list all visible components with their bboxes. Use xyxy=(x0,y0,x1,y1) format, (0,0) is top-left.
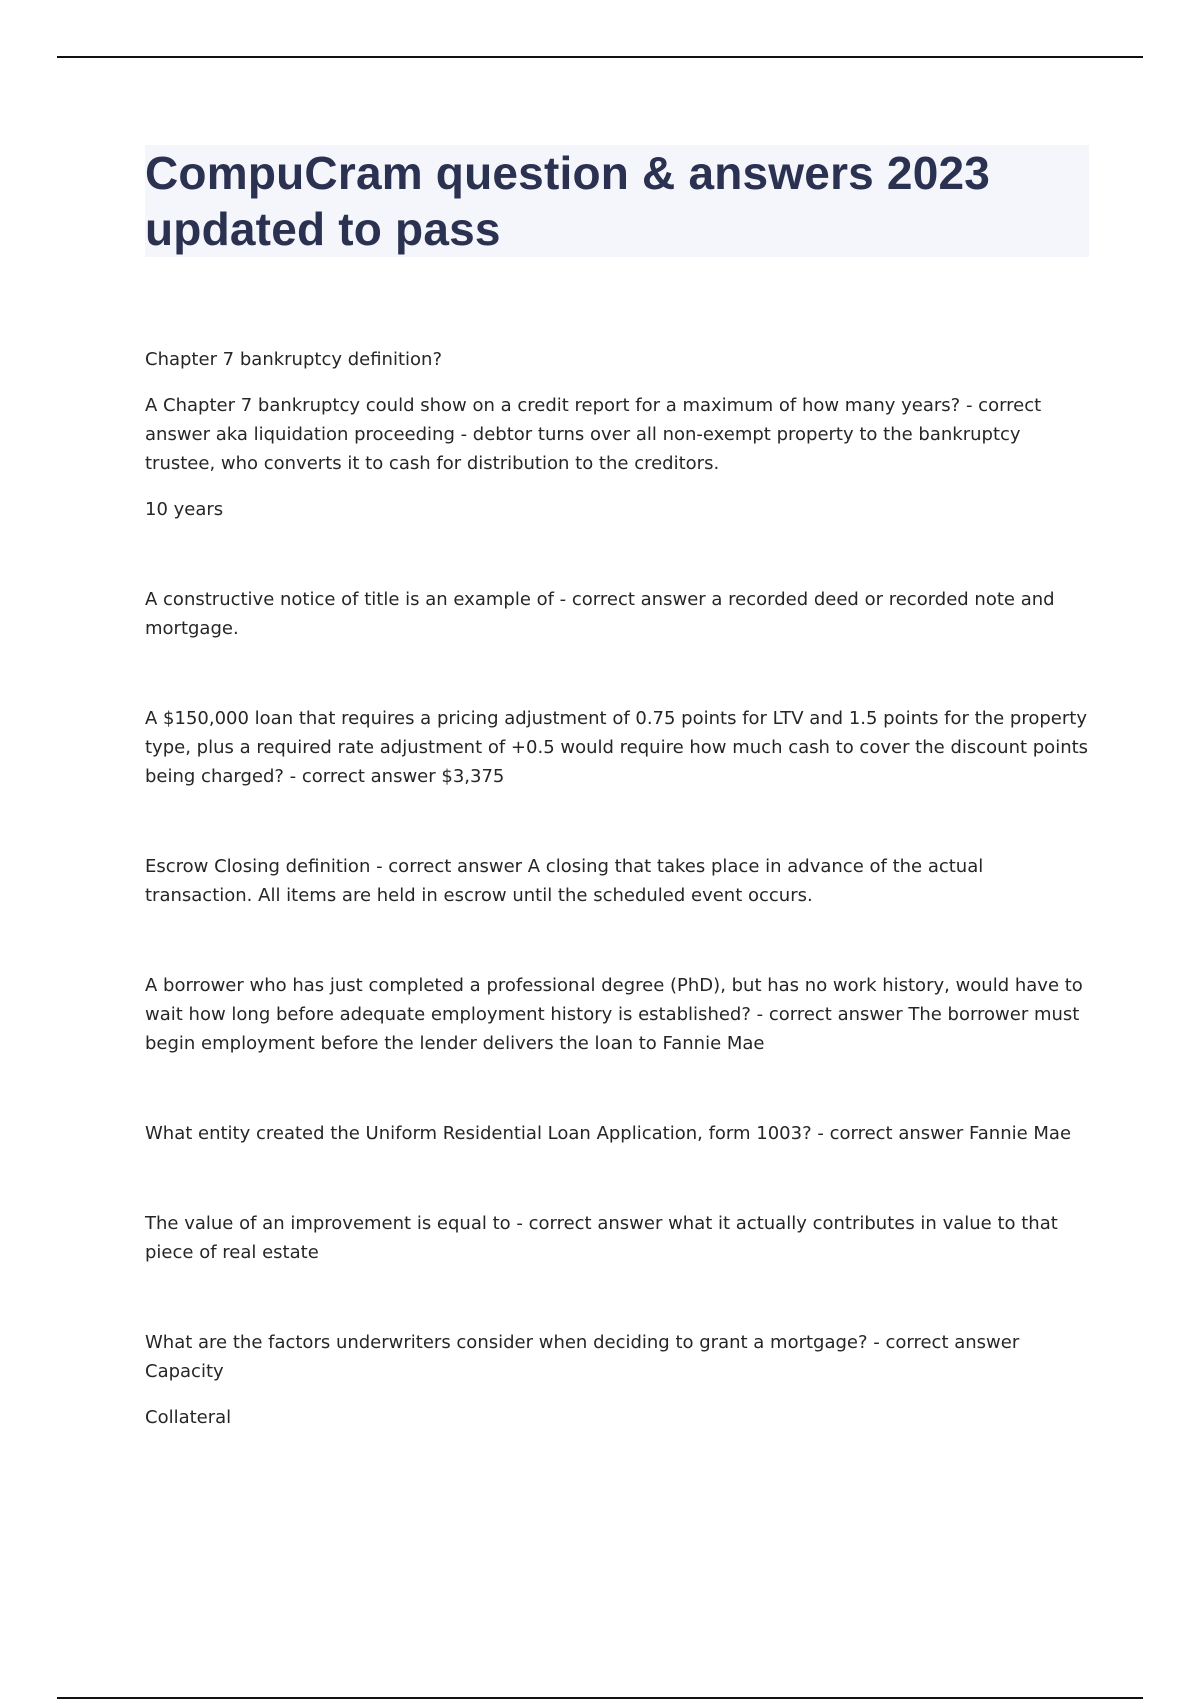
paragraph-qa: A constructive notice of title is an example of - correct answer a recorded deed or recorded note and mortgage. xyxy=(145,589,1055,639)
paragraph-qa: A Chapter 7 bankruptcy could show on a credit report for a maximum of how many years? - correct answer aka liquidation proceeding - debtor turns over all non-exempt property to the bankruptcy trustee, who converts it to cash for distribution to the creditors. xyxy=(145,395,1042,474)
top-rule xyxy=(57,56,1143,58)
paragraph-question: Chapter 7 bankruptcy definition? xyxy=(145,349,442,370)
bottom-rule xyxy=(57,1697,1143,1699)
paragraph-qa: Escrow Closing definition - correct answer A closing that takes place in advance of the actual transaction. All items are held in escrow until the scheduled event occurs. xyxy=(145,856,984,906)
paragraph-qa: The value of an improvement is equal to - correct answer what it actually contributes in value to that piece of real estate xyxy=(145,1213,1058,1263)
paragraph-qa: A borrower who has just completed a professional degree (PhD), but has no work history, would have to wait how long before adequate employment history is established? - correct answer The borrower must begin employment before the lender delivers the loan to Fannie Mae xyxy=(145,975,1083,1054)
paragraph-answer: Collateral xyxy=(145,1407,232,1428)
paragraph-qa: What are the factors underwriters consider when deciding to grant a mortgage? - correct answer Capacity xyxy=(145,1332,1020,1382)
title-banner xyxy=(145,145,1089,257)
document-title: CompuCram question & answers 2023 updated to pass xyxy=(145,147,991,255)
document-body xyxy=(145,345,1090,1432)
paragraph-qa: What entity created the Uniform Residential Loan Application, form 1003? - correct answer Fannie Mae xyxy=(145,1123,1072,1144)
paragraph-qa: A $150,000 loan that requires a pricing adjustment of 0.75 points for LTV and 1.5 points for the property type, plus a required rate adjustment of +0.5 would require how much cash to cover the discount points being charged? - correct answer $3,375 xyxy=(145,708,1089,787)
paragraph-answer: 10 years xyxy=(145,499,224,520)
